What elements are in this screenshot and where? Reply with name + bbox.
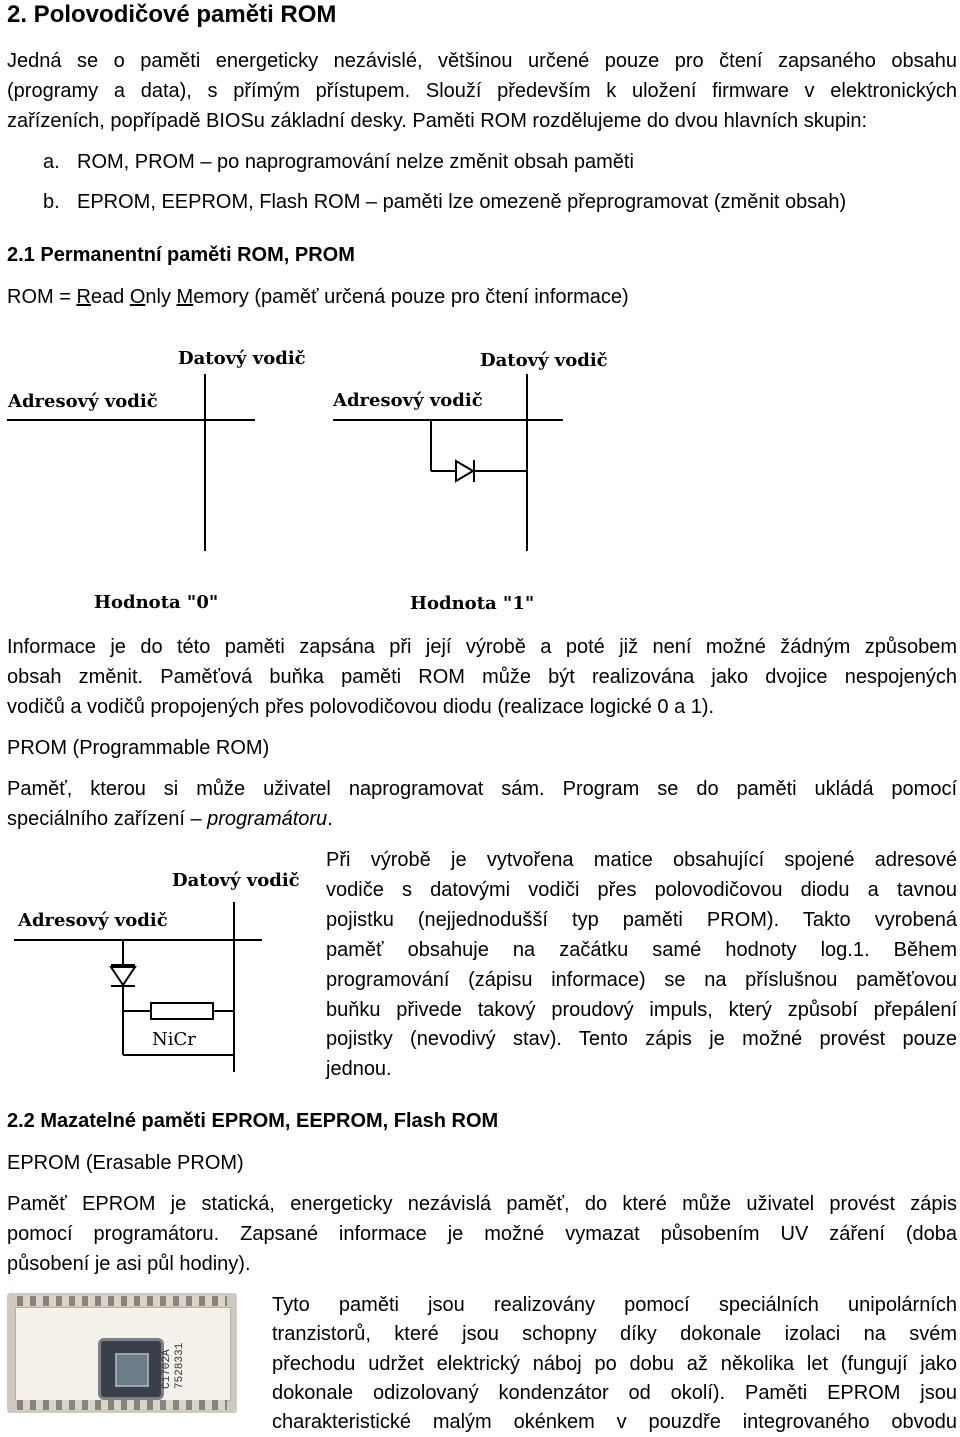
left-data-label: Datový vodič (178, 348, 306, 369)
chip-die (115, 1353, 149, 1387)
rom-def-nly: nly (145, 286, 177, 308)
prom-address-label: Adresový vodič (18, 910, 168, 931)
prom-diode-icon (111, 965, 135, 986)
intro-line-2: (programy a data), s přímým přístupem. Slouží především k uložení firmware v elektronických (7, 80, 957, 102)
prom-data-label: Datový vodič (172, 870, 300, 891)
chip-pins-top (17, 1296, 227, 1306)
group-b-text: EPROM, EEPROM, Flash ROM – paměti lze omezeně přeprogramovat (změnit obsah) (77, 191, 847, 213)
rom-def-m: M (176, 286, 194, 308)
page-title: 2. Polovodičové paměti ROM (7, 1, 337, 28)
right-data-label: Datový vodič (480, 350, 608, 371)
eprom-desc-line-1: Paměť EPROM je statická, energeticky nezávislá paměť, do které může uživatel provést zápis (7, 1193, 957, 1215)
info-line-3: vodičů a vodičů propojených přes polovodičovou diodu (realizace logické 0 a 1). (7, 696, 715, 718)
prom-text-line-5: programování (zápisu informace) se na příslušnou paměťovou (326, 969, 957, 991)
value-1-label: Hodnota "1" (410, 593, 535, 614)
section-21-heading: 2.1 Permanentní paměti ROM, PROM (7, 244, 355, 266)
rom-def-prefix: ROM = (7, 286, 77, 308)
group-a-text: ROM, PROM – po naprogramování nelze změnit obsah paměti (77, 151, 634, 173)
eprom-text-line-2: tranzistorů, které jsou schopny díky dokonale izolaci na svém (272, 1323, 957, 1345)
eprom-title: EPROM (Erasable PROM) (7, 1152, 244, 1174)
prom-desc-line-1: Paměť, kterou si může uživatel naprogramovat sám. Program se do paměti ukládá pomocí (7, 778, 957, 800)
rom-def-r: R (76, 286, 91, 308)
left-address-label: Adresový vodič (8, 391, 158, 412)
eprom-text-line-4: dokonale odizolovaný kondenzátor od okolí). Paměti EPROM jsou (272, 1382, 957, 1404)
chip-body (15, 1307, 231, 1401)
prom-text-line-2: vodiče s datovými vodiči přes polovodičovou diodu a tavnou (326, 879, 957, 901)
rom-def-suffix: (paměť určená pouze pro čtení informace) (248, 286, 629, 308)
prom-desc-italic: programátoru (207, 808, 328, 830)
info-line-2: obsah změnit. Paměťová buňka paměti ROM může být realizována jako dvojice nespojených (7, 666, 957, 688)
prom-text-line-1: Při výrobě je vytvořena matice obsahující spojené adresové (326, 849, 957, 871)
chip-marking-2: 7528331 (174, 1342, 186, 1389)
right-address-label: Adresový vodič (333, 390, 483, 411)
eprom-desc-line-2: pomocí programátoru. Zapsané informace je možné vymazat působením UV záření (doba (7, 1223, 957, 1245)
group-b-marker: b. (43, 191, 60, 213)
rom-def-emory: emory (193, 286, 249, 308)
rom-def-o: O (129, 286, 146, 308)
eprom-text-line-5: charakteristické malým okénkem v pouzdře integrovaného obvodu (272, 1411, 957, 1433)
prom-desc-prefix: speciálního zařízení – (7, 808, 208, 830)
info-line-1: Informace je do této paměti zapsána při její výrobě a poté již není možné žádným způsobem (7, 636, 957, 658)
prom-text-line-6: buňku přivede takový proudový impuls, který způsobí přepálení (326, 999, 957, 1021)
eprom-desc-line-3: působení je asi půl hodiny). (7, 1253, 251, 1275)
prom-text-line-3: pojistku (nejjednodušší typ paměti PROM). Takto vyrobená (326, 909, 957, 931)
eprom-text-line-3: přechodu udržet elektrický náboj po dobu až několika let (fungují jako (272, 1353, 957, 1375)
eprom-chip-photo (7, 1293, 237, 1413)
prom-text-line-4: paměť obsahuje na začátku samé hodnoty log.1. Během (326, 939, 957, 961)
prom-text-line-8: jednou. (326, 1058, 392, 1080)
intro-line-1: Jedná se o paměti energeticky nezávislé, většinou určené pouze pro čtení zapsaného obsahu (7, 50, 957, 72)
fuse-icon (151, 1003, 213, 1019)
group-a-marker: a. (43, 151, 60, 173)
value-0-label: Hodnota "0" (94, 592, 219, 613)
eprom-text-line-1: Tyto paměti jsou realizovány pomocí speciálních unipolárních (272, 1294, 957, 1316)
chip-marking (161, 1329, 231, 1389)
rom-def-ead: ead (90, 286, 130, 308)
prom-title: PROM (Programmable ROM) (7, 737, 270, 759)
section-22-heading: 2.2 Mazatelné paměti EPROM, EEPROM, Flash ROM (7, 1110, 499, 1132)
prom-desc-suffix: . (327, 808, 333, 830)
chip-pins-bottom (17, 1400, 227, 1410)
intro-line-3: zařízeních, popřípadě BIOSu základní desky. Paměti ROM rozdělujeme do dvou hlavních skupin: (7, 110, 868, 132)
uv-window (98, 1338, 164, 1400)
chip-marking-1: C1702A (161, 1349, 173, 1389)
prom-text-line-7: pojistky (nevodivý stav). Tento zápis je možné provést pouze (326, 1028, 957, 1050)
fuse-label: NiCr (152, 1029, 196, 1050)
